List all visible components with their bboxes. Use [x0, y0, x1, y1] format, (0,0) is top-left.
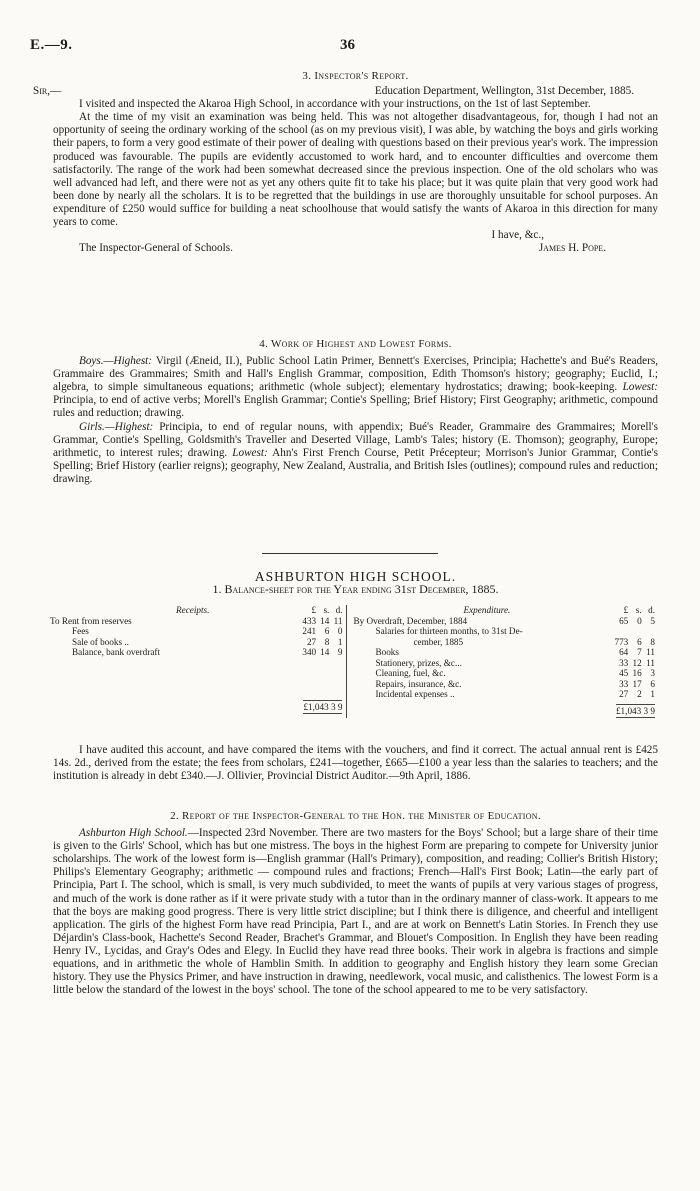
- receipts-row: [50, 637, 346, 648]
- receipts-amount-shillings: 6: [324, 626, 330, 636]
- audit-paragraph: I have audited this account, and have compared the items with the vouchers, and find it correct. The actual annual rent is £425 14s. 2d., derived from the estate; the fees from scholars, £241—together, £665—£100 a year less than the salaries to teachers; and the institution is already in debt £340.—J. Ollivier, Provincial District Auditor.—9th April, 1886.: [53, 744, 658, 783]
- receipts-total: £1,043 3 9: [303, 700, 342, 715]
- audit-note: [53, 744, 658, 783]
- report-paragraph: I visited and inspected the Akaroa High School, in accordance with your instructions, on the 1st of last September.: [79, 98, 591, 111]
- shilling-heading: s.: [323, 605, 330, 615]
- expenditure-amount-pounds: 33: [619, 657, 629, 668]
- boys-label: Boys.—Highest:: [79, 355, 153, 368]
- salutation: Sir,—: [33, 85, 62, 98]
- expenditure-label: Stationery, prizes, &c...: [375, 657, 462, 668]
- girls-label: Girls.—Highest:: [79, 420, 154, 433]
- expenditure-label: By Overdraft, December, 1884: [353, 615, 468, 626]
- receipts-row: [50, 647, 346, 658]
- receipts-amount-pounds: 340: [302, 647, 317, 657]
- expenditure-amount-shillings: [628, 626, 641, 637]
- expenditure-amount-shillings: 2: [637, 689, 642, 699]
- place-date: Education Department, Wellington, 31st December, 1885.: [374, 85, 634, 98]
- expenditure-amount-shillings: 0: [637, 615, 642, 626]
- page-number: 36: [340, 37, 355, 53]
- receipts-label: Sale of books ..: [72, 636, 129, 647]
- expenditure-row: [353, 658, 655, 669]
- school-title: ASHBURTON HIGH SCHOOL.: [254, 569, 457, 584]
- expenditure-amount-pounds: 33: [619, 678, 629, 689]
- expenditure-row: [353, 689, 655, 700]
- expenditure-row: [353, 679, 655, 690]
- receipts-amount-pounds: 433: [302, 615, 317, 626]
- expenditure-row: [353, 637, 655, 648]
- expenditure-amount-pence: [642, 626, 655, 637]
- balance-sheet-table: [50, 605, 655, 718]
- expenditure-amount-pounds: [607, 626, 628, 637]
- receipts-heading: Receipts.: [176, 605, 210, 615]
- expenditure-heading: Expenditure.: [463, 605, 511, 615]
- receipts-row: [50, 626, 346, 637]
- boys-lowest-label: Lowest:: [622, 381, 658, 394]
- pence-heading: d.: [648, 605, 655, 615]
- closing: I have, &c.,: [491, 229, 544, 242]
- girls-highest: Principia, to end of regular nouns, with appendix; Bué's Reader, Grammaire des Grammaires; Morell's Grammar, Contie's Spelling, Goldsmith's Traveller and Deserted Village, Lamb's Tales; history (E. Thomson); geography, Europe; arithmetic, to interest rules; drawing.: [53, 420, 658, 459]
- expenditure-amount-shillings: 12: [632, 657, 642, 668]
- receipts-amount-shillings: 8: [324, 636, 330, 647]
- expenditure-row: [353, 626, 655, 637]
- receipts-row: [50, 616, 346, 627]
- expenditure-label: Incidental expenses ..: [375, 689, 455, 699]
- expenditure-column: [347, 605, 655, 718]
- inspector-report-section: [33, 70, 658, 255]
- expenditure-amount-pounds: 773: [614, 636, 629, 647]
- expenditure-amount-pence: 1: [650, 689, 655, 699]
- school-lead: Ashburton High School.: [79, 827, 188, 840]
- pound-heading: £: [623, 605, 629, 615]
- expenditure-label: Repairs, insurance, &c.: [375, 678, 462, 689]
- expenditure-amount-pounds: 45: [619, 668, 629, 678]
- receipts-amount-shillings: 14: [320, 615, 330, 626]
- expenditure-label: Books: [375, 647, 399, 657]
- expenditure-amount-shillings: 17: [632, 678, 642, 689]
- expenditure-amount-pence: 3: [650, 668, 655, 678]
- balance-sheet: [50, 605, 655, 718]
- section-title: 4. Work of Highest and Lowest Forms.: [259, 338, 452, 350]
- receipts-amount-pence: 1: [337, 636, 343, 647]
- document-code: E.—9.: [30, 37, 73, 53]
- expenditure-amount-pence: 11: [646, 657, 655, 668]
- expenditure-amount-pounds: 27: [619, 689, 629, 699]
- girls-lowest: Ahn's First French Course, Petit Précepteur; Morrison's Junior Grammar, Contie's Spelling; Brief History (earlier reigns); geography, New Zealand, Australia, and British Isles (outlines); compound rules and reduction; drawing.: [53, 446, 659, 485]
- report-paragraph: At the time of my visit an examination was being held. This was not altogether disadvantageous, for, though I had not an opportunity of seeing the ordinary working of the school (as on my previous visit), I was able, by watching the boys and girls working their papers, to form a very good estimate of their power of dealing with questions based on their previous year's work. The impression produced was favourable. The pupils are evidently accustomed to work hard, and to encounter difficulties and overcome them satisfactorily. The range of the work had been somewhat decreased since the previous inspection. One of the old scholars who was well advanced had left, and there were not as yet any others quite fit to take his place; but it was quite plain that very good work had been done by nearly all the scholars. It is to be regretted that the buildings in use are thoroughly unsuitable for school purposes. An expenditure of £250 would suffice for building a neat schoolhouse that would satisfy the wants of Akaroa in this direction for many years to come.: [53, 111, 658, 229]
- section-divider: [262, 553, 438, 554]
- expenditure-label: Cleaning, fuel, &c.: [375, 668, 446, 678]
- expenditure-total: £1,043 3 9: [616, 704, 655, 719]
- expenditure-amount-pence: 8: [650, 636, 655, 647]
- expenditure-row: [353, 668, 655, 679]
- expenditure-amount-pence: 5: [650, 615, 655, 626]
- expenditure-row: [353, 616, 655, 627]
- addressee: The Inspector-General of Schools.: [79, 242, 233, 255]
- work-forms-section: [53, 338, 658, 486]
- pound-heading: £: [311, 605, 317, 615]
- ig-body: —Inspected 23rd November. There are two masters for the Boys' School; but a large share of their time is given to the Girls' School, which has but one mistress. The boys in the highest Form are preparing to compete for University junior scholarships. The work of the lowest form is—English grammar (Hall's Primary), composition, and reading; Collier's British History; Philips's Elementary Geography; arithmetic — compound rules and fractions; French—Hall's First Book; Latin—the early part of Principia, Part I. The school, which is small, is very much subdivided, to meet the wants of pupils at very various stages of progress, and much of the work is done rather as if it were private study with a tutor than in the ordinary manner of class-work. It appears to me that the boys are making good progress. There is very little strict discipline; but I think there is diligence, and cheerful and intelligent application. The girls of the highest Form have read Principia, Part I., and are at work on Bennett's Latin Stories. In French they use Déjardin's Class-book, Hachette's Second Reader, Brachet's Grammar, and Blouet's Composition. In English they have been reading Henry IV., Lycidas, and Gray's Odes and Elegy. In Euclid they have read three books. Their work in algebra is fractions and simple equations, and in arithmetic the whole of Hamblin Smith. In addition to geography and English history they learn some Grecian history. They use the Physics Primer, and have instruction in drawing, needlework, vocal music, and calisthenics. The lowest Form is a little below the standard of the lowest in the boys' school. The tone of the school appeared to me to be very satisfactory.: [53, 827, 658, 997]
- girls-paragraph: [53, 421, 658, 486]
- receipts-label: Balance, bank overdraft: [72, 647, 161, 657]
- expenditure-row: [353, 647, 655, 658]
- expenditure-amount-pounds: 65: [619, 615, 629, 626]
- ig-paragraph: [53, 827, 658, 997]
- boys-paragraph: [53, 355, 658, 420]
- expenditure-label: cember, 1885: [413, 636, 464, 647]
- signature: James H. Pope.: [538, 242, 606, 255]
- section-title: 2. Report of the Inspector-General to the Hon. the Minister of Education.: [170, 810, 541, 822]
- balance-sheet-title: 1. Balance-sheet for the Year ending 31st December, 1885.: [212, 582, 499, 597]
- receipts-amount-pence: 0: [337, 626, 343, 636]
- receipts-amount-pence: 11: [333, 615, 343, 626]
- receipts-amount-pence: 9: [337, 647, 343, 657]
- expenditure-amount-shillings: 6: [637, 636, 642, 647]
- receipts-column: [50, 605, 347, 718]
- receipts-label: Fees: [72, 626, 89, 636]
- receipts-amount-shillings: 14: [320, 647, 330, 657]
- expenditure-amount-pence: 6: [650, 678, 655, 689]
- receipts-amount-pounds: 27: [306, 636, 317, 647]
- pence-heading: d.: [335, 605, 343, 615]
- expenditure-amount-pounds: 64: [619, 647, 629, 657]
- expenditure-amount-pence: 11: [646, 647, 655, 657]
- girls-lowest-label: Lowest:: [232, 446, 268, 459]
- boys-highest: Virgil (Æneid, II.), Public School Latin Primer, Bennett's Exercises, Principia; Hachette's and Bué's Readers, Grammaire des Grammaires; Smith and Hall's English Grammar, composition, Edith Thomson's history; geography; Euclid, I.; algebra, to simple simultaneous equations; arithmetic (whole subject); elementary hydrostatics; drawing; book-keeping.: [53, 355, 658, 394]
- boys-lowest: Principia, to end of active verbs; Morell's English Grammar; Contie's Spelling; Brief History; First Geography; arithmetic, compound rules and reduction; drawing.: [53, 394, 658, 420]
- inspector-general-section: [53, 810, 658, 997]
- ashburton-section: [53, 570, 658, 596]
- expenditure-label: Salaries for thirteen months, to 31st De-: [375, 626, 523, 636]
- expenditure-amount-shillings: 16: [632, 668, 642, 678]
- receipts-amount-pounds: 241: [302, 626, 317, 636]
- expenditure-amount-shillings: 7: [637, 647, 642, 657]
- receipts-label: To Rent from reserves: [50, 615, 132, 626]
- shilling-heading: s.: [635, 605, 642, 615]
- section-title: 3. Inspector's Report.: [302, 70, 409, 82]
